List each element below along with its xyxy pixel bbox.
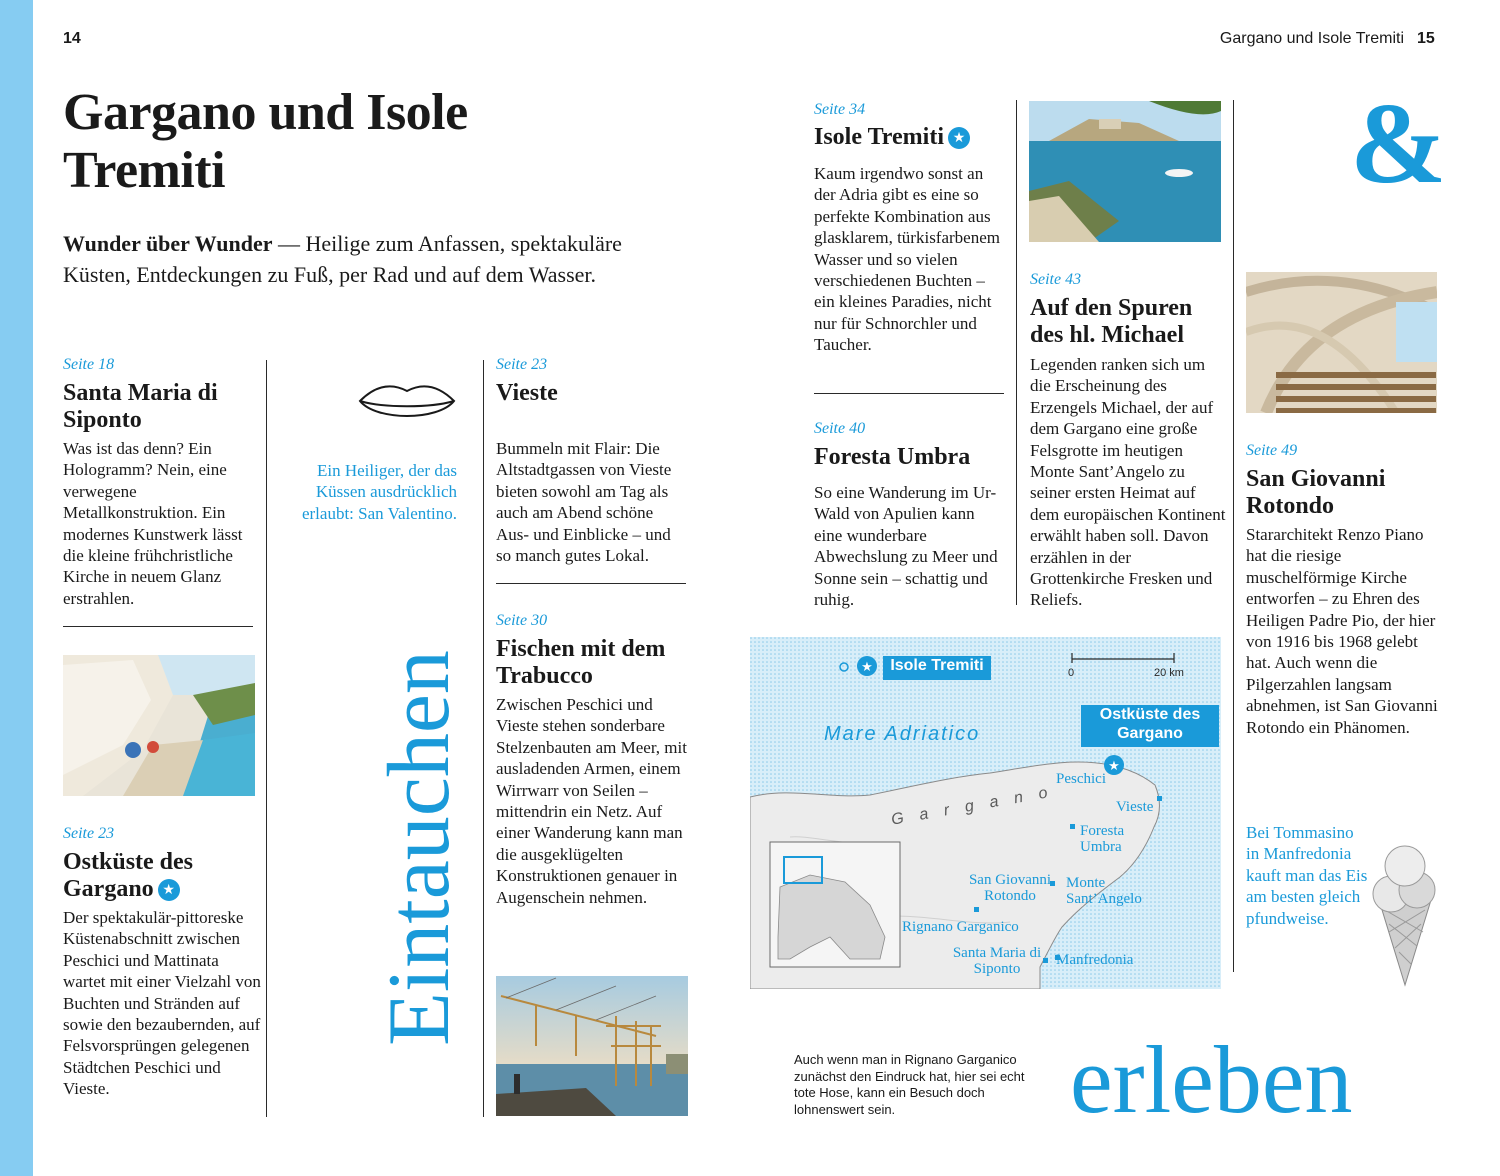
- page-number-left: 14: [63, 30, 81, 47]
- entry-title: Auf den Spuren des hl. Michael: [1030, 295, 1193, 348]
- tremiti-photo: [1029, 101, 1221, 242]
- entry-title: Santa Maria di Siponto: [63, 380, 218, 433]
- vertical-word: Eintauchen: [371, 650, 468, 1046]
- divider: [63, 626, 253, 627]
- map-label-tremiti: Isole Tremiti: [883, 656, 991, 680]
- map-place-giovanni: San Giovanni Rotondo: [968, 872, 1052, 904]
- church-photo: [1246, 272, 1437, 413]
- page-ref: Seite 43: [1030, 271, 1082, 288]
- icecream-icon: [1365, 842, 1445, 992]
- map-place-manfredonia: Manfredonia: [1056, 952, 1134, 968]
- entry-text: Was ist das denn? Ein Hologramm? Nein, eine verwegene Metallkonstruktion. Ein modernes Kunstwerk lässt die kleine frühchristliche Kirche in neuem Glanz erstrahlen.: [63, 439, 243, 608]
- rignano-caption: Auch wenn man in Rignano Garganico zunächst den Eindruck hat, hier sei echt tote Hose, kann ein Besuch doch lohnenswert sein.: [794, 1052, 1025, 1117]
- divider: [496, 583, 686, 584]
- ampersand: &: [1350, 80, 1447, 208]
- trabucco-photo: [496, 976, 688, 1116]
- column-rule: [483, 360, 484, 1117]
- entry-title: Vieste: [496, 380, 558, 406]
- svg-text:★: ★: [861, 660, 873, 675]
- page-title: Gargano und Isole Tremiti: [63, 84, 468, 199]
- map-scale-end: 20 km: [1154, 667, 1184, 679]
- map-region-label: Gargano: [890, 781, 1065, 829]
- intro: [63, 228, 693, 290]
- entry-text: Kaum irgendwo sonst an der Adria gibt es eine so perfekte Kombination aus glasklarem, türkisfarbenem Wasser und so vielen verschiedenen Buchten – ein kleines Paradies, nicht nur für Schnorchler und Taucher.: [814, 164, 1000, 355]
- entry-title: San Giovanni Rotondo: [1246, 466, 1386, 519]
- svg-text:★: ★: [1108, 759, 1120, 774]
- star-icon: ★: [948, 127, 970, 149]
- entry-title: Ostküste des Gargano: [63, 849, 194, 902]
- entry-title-with-star: [814, 124, 1014, 151]
- beach-photo: [63, 655, 255, 796]
- entry-text: Legenden ranken sich um die Erscheinung des Erzengels Michael, der auf dem Gargano eine große Felsgrotte im heutigen Monte Sant’Angelo zu seiner ersten Heimat auf dem europäischen Kontinent erwählt haben soll. Davon erzählen in der Grottenkirche Fresken und Reliefs.: [1030, 355, 1226, 610]
- map-sea-label: Mare Adriatico: [824, 723, 981, 745]
- entry-text: Zwischen Peschici und Vieste stehen sonderbare Stelzenbauten am Meer, mit ausladenden Armen, einem Wirrwarr von Seilen – mittendrin ein Netz. Auf einer Wanderung kann man die ausgeklügelten Konstruktionen genauer in Augenschein nehmen.: [496, 695, 687, 907]
- map-scale-start: 0: [1068, 667, 1075, 679]
- entry-title-with-star: [63, 849, 263, 903]
- icecream-caption: Bei Tommasino in Manfredonia kauft man das Eis am besten gleich pfundweise.: [1246, 823, 1368, 928]
- entry-title: Fischen mit dem Trabucco: [496, 636, 666, 689]
- page-ref: Seite 18: [63, 356, 115, 373]
- intro-lead: Wunder über Wunder: [63, 231, 273, 256]
- left-color-bar: [0, 0, 33, 1176]
- entry-text: Stararchitekt Renzo Piano hat die riesige muschelförmige Kirche entworfen – zu Ehren des Heiligen Padre Pio, der hier von 1916 bis 1968 gelebt hat. Auch wenn die Pilgerzahlen langsam abnehmen, ist San Giovanni Rotondo ein Phänomen.: [1246, 525, 1438, 737]
- column-rule: [266, 360, 267, 1117]
- lips-icon: [358, 381, 456, 430]
- running-title: Gargano und Isole Tremiti: [1219, 30, 1404, 47]
- page-ref: Seite 30: [496, 612, 548, 629]
- page-ref: Seite 23: [496, 356, 548, 373]
- lips-caption: Ein Heiliger, der das Küssen ausdrücklich erlaubt: San Valentino.: [301, 461, 457, 523]
- column-rule: [1233, 100, 1234, 972]
- map-label-ostkueste: Ostküste des Gargano: [1081, 705, 1219, 747]
- page-ref: Seite 49: [1246, 442, 1298, 459]
- page-ref: Seite 34: [814, 101, 866, 118]
- map-place-peschici: Peschici: [1056, 771, 1106, 787]
- map-place-rignano: Rignano Garganico: [902, 919, 1019, 935]
- entry-text: Der spektakulär-pittoreske Küstenabschnitt zwischen Peschici und Mattinata wartet mit einer Vielzahl von Buchten und Stränden auf sowie den bezaubernden, auf Felsvorsprüngen gelegenen Städtchen Peschici und Vieste.: [63, 908, 261, 1099]
- map-place-monte: Monte Sant’Angelo: [1066, 875, 1142, 907]
- entry-text: Bummeln mit Flair: Die Altstadtgassen von Vieste bieten sowohl am Tag als auch am Abend schöne Aus- und Einblicke – und so manch gutes Lokal.: [496, 439, 672, 566]
- map-place-vieste: Vieste: [1116, 799, 1154, 815]
- page-ref: Seite 23: [63, 825, 115, 842]
- map: [750, 637, 1221, 989]
- entry-title: Isole Tremiti: [814, 124, 944, 150]
- divider: [814, 393, 1004, 394]
- map-place-siponto: Santa Maria di Siponto: [952, 945, 1042, 977]
- bottom-word: erleben: [1070, 1026, 1353, 1133]
- entry-title: Foresta Umbra: [814, 444, 971, 470]
- column-rule: [1016, 100, 1017, 605]
- page-number-right: 15: [1417, 30, 1435, 47]
- map-place-foresta: Foresta Umbra: [1080, 823, 1125, 855]
- page-ref: Seite 40: [814, 420, 866, 437]
- entry-text: So eine Wanderung im Ur-Wald von Apulien kann eine wunderbare Abwechslung zu Meer und Sonne sein – schattig und ruhig.: [814, 483, 998, 610]
- intro-text: — Heilige zum Anfassen, spektakuläre Küsten, Entdeckungen zu Fuß, per Rad und auf dem Wasser.: [63, 231, 622, 287]
- star-icon: ★: [158, 879, 180, 901]
